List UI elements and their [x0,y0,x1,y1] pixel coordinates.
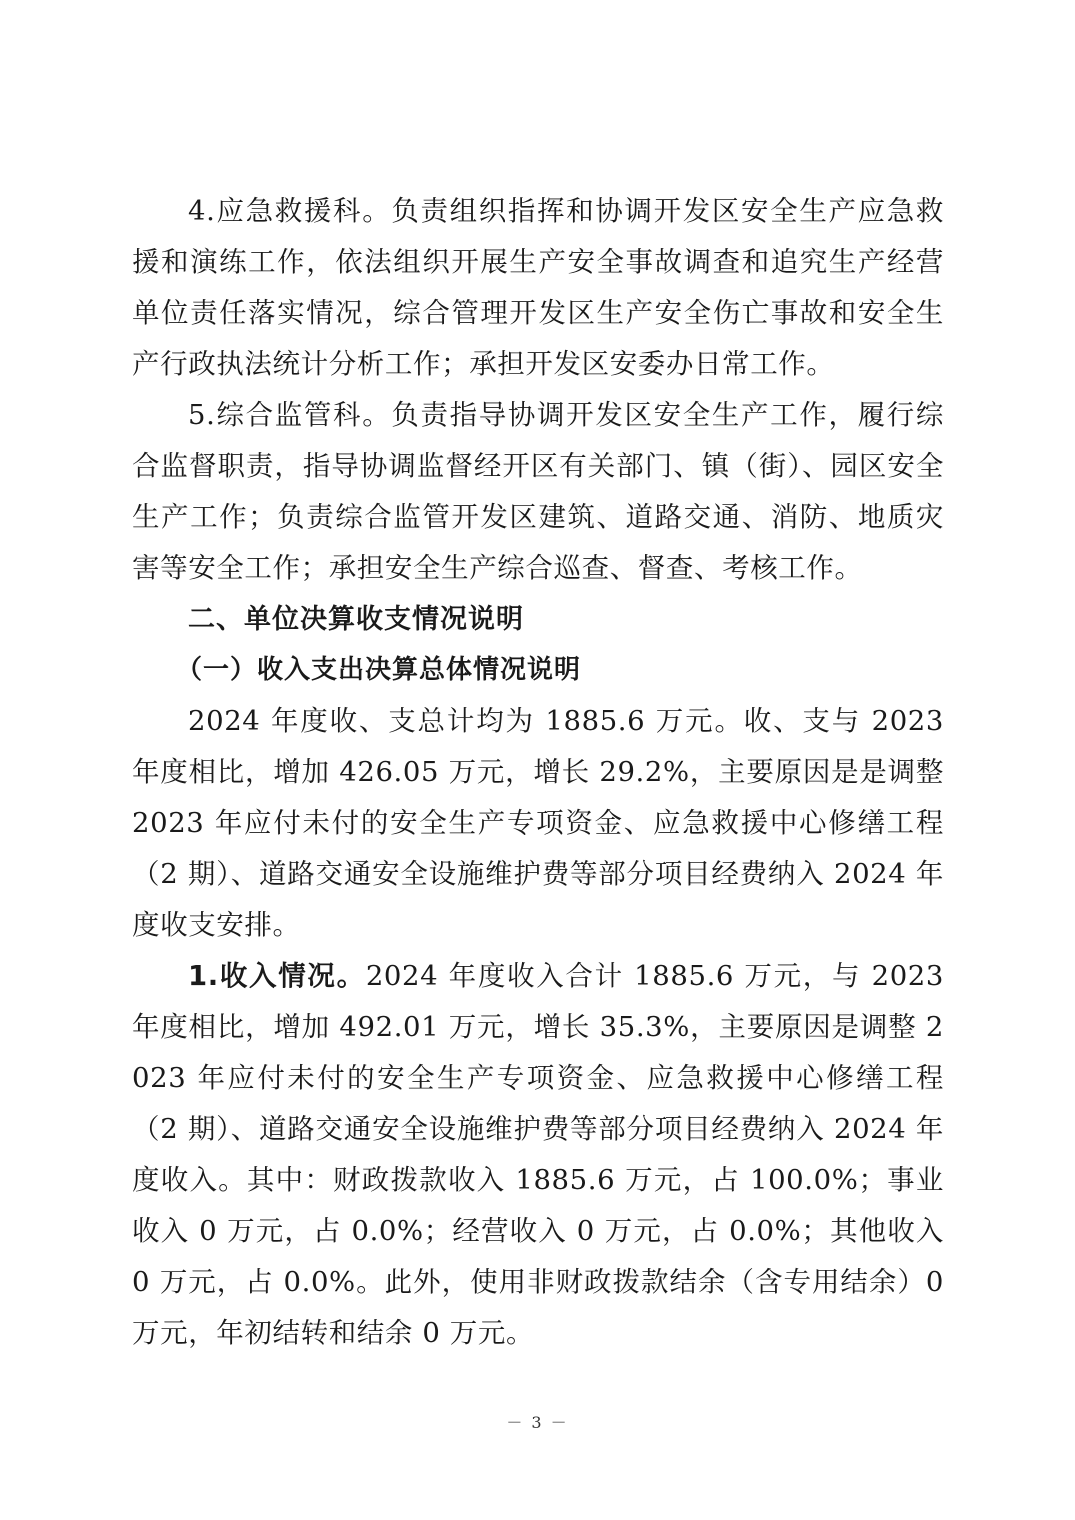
paragraph-total-summary: 2024 年度收、支总计均为 1885.6 万元。收、支与 2023 年度相比，增加 426.05 万元，增长 29.2%，主要原因是是调整 2023 年应付未付的安全生产专项资金、应急救援中心修缮工程（2 期）、道路交通安全设施维护费等部分项目经费纳入 2024 年度收支安排。 [132,705,944,941]
page-number: － 3 － [506,1413,569,1432]
paragraph-income [132,951,944,1359]
paragraph-emergency-rescue-section: 4.应急救援科。负责组织指挥和协调开发区安全生产应急救援和演练工作，依法组织开展生产安全事故调查和追究生产经营单位责任落实情况，综合管理开发区生产安全伤亡事故和安全生产行政执法统计分析工作；承担开发区安委办日常工作。 [132,195,944,380]
document-body [132,186,944,1359]
section-heading: 二、单位决算收支情况说明 [188,604,524,635]
subsection-heading: （一）收入支出决算总体情况说明 [176,655,582,685]
paragraph-supervision-section: 5.综合监管科。负责指导协调开发区安全生产工作，履行综合监督职责，指导协调监督经开区有关部门、镇（街）、园区安全生产工作；负责综合监管开发区建筑、道路交通、消防、地质灾害等安全工作；承担安全生产综合巡查、督查、考核工作。 [132,399,944,584]
paragraph-income-lead: 1.收入情况。 [188,960,366,992]
paragraph-income-body: 2024 年度收入合计 1885.6 万元，与 2023 年度相比，增加 492.01 万元，增长 35.3%，主要原因是调整 2023 年应付未付的安全生产专项资金、应急救援中心修缮工程（2 期）、道路交通安全设施维护费等部分项目经费纳入 2024 年度收入。其中：财政拨款收入 1885.6 万元，占 100.0%；事业收入 0 万元，占 0.0%；经营收入 0 万元，占 0.0%；其他收入 0 万元，占 0.0%。此外，使用非财政拨款结余（含专用结余）0 万元，年初结转和结余 0 万元。 [132,960,944,1349]
